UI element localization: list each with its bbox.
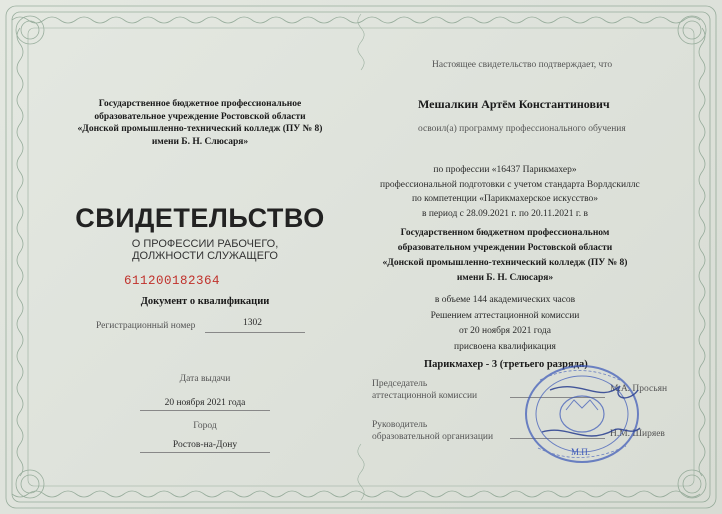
chair-name: М.А. Просьян	[610, 384, 668, 394]
chair-title	[372, 379, 477, 402]
commission-details	[380, 293, 630, 355]
training-org	[375, 226, 635, 286]
training-org-line: «Донской промышленно-технический колледж (ПУ № 8)	[382, 258, 628, 268]
issue-date-underline	[140, 410, 270, 411]
training-org-line: Государственном бюджетном профессиональном	[400, 228, 610, 238]
confirm-text: Настоящее свидетельство подтверждает, что	[432, 60, 613, 70]
holder-name: Мешалкин Артём Константинович	[418, 97, 610, 111]
issuer-org-line: образовательное учреждение Ростовской области	[94, 111, 306, 122]
head-name: Н.М. Ширяев	[610, 429, 665, 439]
city-value: Ростов-на-Дону	[172, 440, 238, 450]
qualification: Парикмахер - 3 (третьего разряда)	[424, 359, 588, 370]
subtitle-line: О ПРОФЕССИИ РАБОЧЕГО,	[131, 238, 279, 250]
serial-number: 611200182364	[124, 274, 221, 288]
head-title-line: образовательной организации	[372, 431, 494, 442]
program-details	[380, 163, 640, 221]
reg-number-value: 1302	[243, 318, 262, 328]
head-title-line: Руководитель	[372, 420, 428, 430]
program-line: в период с 28.09.2021 г. по 20.11.2021 г. в	[421, 208, 588, 219]
issue-date-value: 20 ноября 2021 года	[164, 398, 246, 408]
program-line: профессиональной подготовки с учетом стандарта Ворлдскиллс	[380, 179, 640, 190]
document-subtitle	[90, 238, 320, 262]
document-title: СВИДЕТЕЛЬСТВО	[75, 203, 325, 233]
city-underline	[140, 452, 270, 453]
commission-date: от 20 ноября 2021 года	[459, 326, 551, 336]
chair-title-line: Председатель	[372, 379, 428, 389]
training-org-line: имени Б. Н. Слюсаря»	[456, 273, 554, 283]
stamp-mark: М.П.	[571, 447, 591, 457]
program-line: по профессии «16437 Парикмахер»	[433, 165, 577, 175]
mastered-text: освоил(а) программу профессионального обучения	[418, 124, 626, 134]
chair-title-line: аттестационной комиссии	[372, 390, 478, 401]
reg-number-underline	[205, 332, 305, 333]
document-type: Документ о квалификации	[140, 296, 270, 307]
city-label: Город	[193, 421, 217, 431]
training-org-line: образовательном учреждении Ростовской области	[397, 243, 613, 253]
assigned-text: присвоена квалификация	[454, 341, 556, 352]
commission-text: Решением аттестационной комиссии	[430, 310, 580, 321]
head-title	[372, 420, 493, 443]
reg-number-label: Регистрационный номер	[96, 321, 196, 331]
issue-date-label: Дата выдачи	[179, 374, 231, 384]
program-line: по компетенции «Парикмахерское искусство»	[411, 194, 599, 204]
subtitle-line: ДОЛЖНОСТИ СЛУЖАЩЕГО	[132, 250, 278, 262]
hours-text: в объеме 144 академических часов	[434, 295, 576, 305]
issuer-org-line: Государственное бюджетное профессиональное	[98, 99, 302, 109]
issuer-org-line: имени Б. Н. Слюсаря»	[151, 136, 249, 147]
issuer-org-line: «Донской промышленно-технический колледж (ПУ № 8)	[77, 124, 323, 134]
issuer-org	[40, 98, 360, 148]
